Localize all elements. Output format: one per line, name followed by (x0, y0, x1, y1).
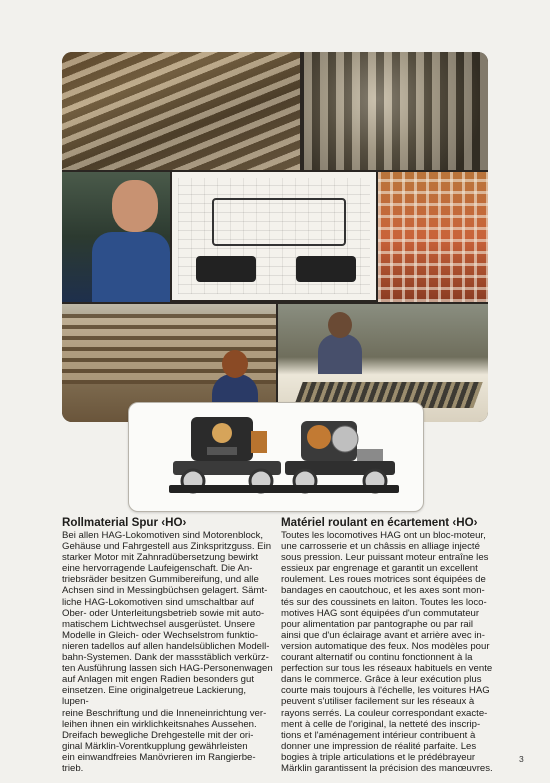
motor-bogie-illustration (129, 403, 423, 511)
german-body: Bei allen HAG-Lokomotiven sind Motorenblock, Gehäuse und Fahrgestell aus Zinkspritzguss. Ein starker Motor mit Zahnradübersetzung bewirkt eine hervorragende Laufeigenschaft. Die An- triebsräder besitzen Gummibereifung, und alle Achsen sind in Messingbüchsen gelagert. Sämt- liche HAG-Lokomotiven sind umschaltbar auf Ober- oder Unterleitungsbetrieb sowie mit auto- matischem Lichtwechsel ausgerüstet. Unsere Modelle in Gleich- oder Wechselstrom funktio- nieren tadellos auf allen handelsüblichen Modell- bahn-Systemen. Dank der massstäblich verkürz- ten Ausführung lassen sich HAG-Personenwagen auf Anlagen mit engen Radien besonders gut einsetzen. Eine originalgetreue Lackierung, lupen- reine Beschriftung und die Inneneinrichtung ver- leihen ihnen ein wirklichkeitsnahes Aussehen. Dreifach bewegliche Drehgestelle mit der ori- ginal Märklin-Vorentkupplung gewährleisten ein einwandfreies Manövrieren im Rangierbe- trieb. (62, 530, 273, 774)
french-heading: Matériel roulant en écartement ‹HO› (281, 516, 478, 529)
german-text-column (62, 516, 274, 774)
worker-painting-photo (62, 172, 170, 302)
technical-drawing (172, 172, 376, 300)
red-wagons-photo (378, 172, 488, 302)
german-heading: Rollmaterial Spur ‹HO› (62, 516, 187, 529)
page-number: 3 (519, 754, 524, 764)
photo-collage (62, 52, 488, 422)
french-text-column (281, 516, 493, 774)
machining-detail-photo (304, 52, 488, 170)
motor-bogie-photo (128, 402, 424, 512)
french-body: Toutes les locomotives HAG ont un bloc-moteur, une carrosserie et un châssis en alliage injecté sous pression. Leur puissant moteur entraîne les essieux par engrenage et garantit un excellent roulement. Les roues motrices sont équipées de bandages en caoutchouc, et les axes sont mon- tés sur des coussinets en laiton. Toutes les loco- motives HAG sont équipées d'un commutateur pour alimentation par pantographe ou par rail ainsi que d'un éclairage avant et arrière avec in- version automatique des feux. Nos modèles pour courant alternatif ou continu fonctionnent à la perfection sur tous les réseaux habituels en vente dans le commerce. Grâce à leur exécution plus courte mais toujours à l'échelle, les voitures HAG peuvent s'utiliser facilement sur les réseaux à rayons serrés. La couleur correspondant exacte- ment à celle de l'original, la netteté des inscrip- tions et l'aménagement intérieur contribuent à donner une impression de réalité parfaite. Les bogies à triple articulations et le prédébrayeur Märklin garantissent la précision des manœuvres. (281, 530, 493, 774)
production-line-photo (62, 52, 300, 170)
